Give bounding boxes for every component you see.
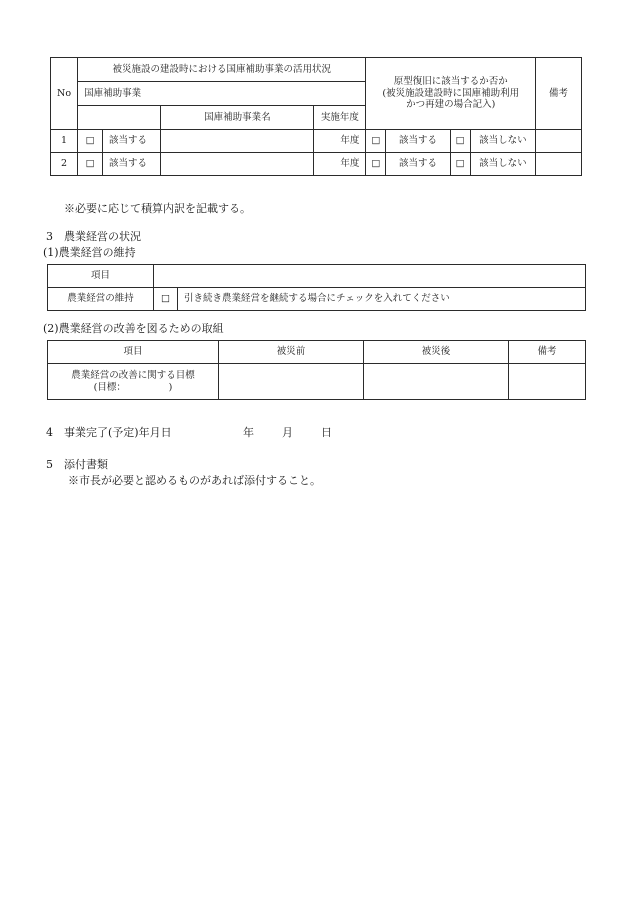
after-disaster-field[interactable] xyxy=(364,364,509,400)
subsidy-name-field[interactable] xyxy=(161,130,314,153)
restore-no-checkbox[interactable]: □ xyxy=(450,153,470,176)
remarks-header: 備考 xyxy=(536,58,582,130)
remarks-field[interactable] xyxy=(536,130,582,153)
applicable-checkbox[interactable]: □ xyxy=(78,153,103,176)
subsidy-blank-cell xyxy=(78,106,161,130)
item-header: 項目 xyxy=(48,265,154,288)
subsidy-label: 国庫補助事業 xyxy=(78,82,366,106)
subsidy-name-header: 国庫補助事業名 xyxy=(161,106,314,130)
completion-year[interactable]: 年 xyxy=(243,426,254,439)
year-field[interactable]: 年度 xyxy=(314,153,366,176)
after-disaster-header: 被災後 xyxy=(364,341,509,364)
maintenance-label: 農業経営の維持 xyxy=(48,288,154,311)
improvement-goal-label xyxy=(48,364,219,400)
no-header: No xyxy=(51,58,78,130)
maintenance-description: 引き続き農業経営を継続する場合にチェックを入れてください xyxy=(178,288,586,311)
subsidy-name-field[interactable] xyxy=(161,153,314,176)
subsidy-usage-table xyxy=(50,57,582,176)
section3-sub2-title: (2)農業経営の改善を図るための取組 xyxy=(43,322,224,335)
section5-title: 5 添付書類 xyxy=(46,458,108,471)
table-row xyxy=(51,130,582,153)
restore-yes-checkbox[interactable]: □ xyxy=(366,153,386,176)
restore-header-line-1: 原型復旧に該当するか否か xyxy=(393,75,508,87)
improvement-goal-line-2: (目標： ) xyxy=(93,381,173,393)
applicable-checkbox[interactable]: □ xyxy=(78,130,103,153)
before-disaster-header: 被災前 xyxy=(219,341,364,364)
year-header: 実施年度 xyxy=(314,106,366,130)
table-row xyxy=(51,153,582,176)
farm-maintenance-table xyxy=(47,264,586,311)
restore-header xyxy=(366,58,536,130)
item-header-blank xyxy=(154,265,586,288)
restore-no-checkbox[interactable]: □ xyxy=(450,130,470,153)
restore-yes-label: 該当する xyxy=(386,153,451,176)
usage-header: 被災施設の建設時における国庫補助事業の活用状況 xyxy=(78,58,366,82)
restore-header-line-3: かつ再建の場合記入) xyxy=(406,99,496,111)
year-field[interactable]: 年度 xyxy=(314,130,366,153)
restore-yes-label: 該当する xyxy=(386,130,451,153)
restore-no-label: 該当しない xyxy=(470,130,536,153)
applicable-label: 該当する xyxy=(103,130,161,153)
completion-month[interactable]: 月 xyxy=(282,426,293,439)
section4-title: 4 事業完了(予定)年月日 xyxy=(46,426,172,439)
improvement-remarks-header: 備考 xyxy=(509,341,586,364)
row-number: 2 xyxy=(51,153,78,176)
improvement-remarks-field[interactable] xyxy=(509,364,586,400)
completion-day[interactable]: 日 xyxy=(321,426,332,439)
restore-yes-checkbox[interactable]: □ xyxy=(366,130,386,153)
restore-no-label: 該当しない xyxy=(470,153,536,176)
improvement-item-header: 項目 xyxy=(48,341,219,364)
applicable-label: 該当する xyxy=(103,153,161,176)
restore-header-line-2: (被災施設建設時に国庫補助利用 xyxy=(382,87,520,99)
remarks-field[interactable] xyxy=(536,153,582,176)
improvement-goal-line-1: 農業経営の改善に関する目標 xyxy=(71,369,195,381)
maintenance-checkbox[interactable]: □ xyxy=(154,288,178,311)
attachments-note: ※市長が必要と認めるものがあれば添付すること。 xyxy=(68,474,321,487)
section3-title: 3 農業経営の状況 xyxy=(46,230,141,243)
estimate-note: ※必要に応じて積算内訳を記載する。 xyxy=(64,202,251,215)
section3-sub1-title: (1)農業経営の維持 xyxy=(43,246,136,259)
row-number: 1 xyxy=(51,130,78,153)
farm-improvement-table xyxy=(47,340,586,400)
before-disaster-field[interactable] xyxy=(219,364,364,400)
